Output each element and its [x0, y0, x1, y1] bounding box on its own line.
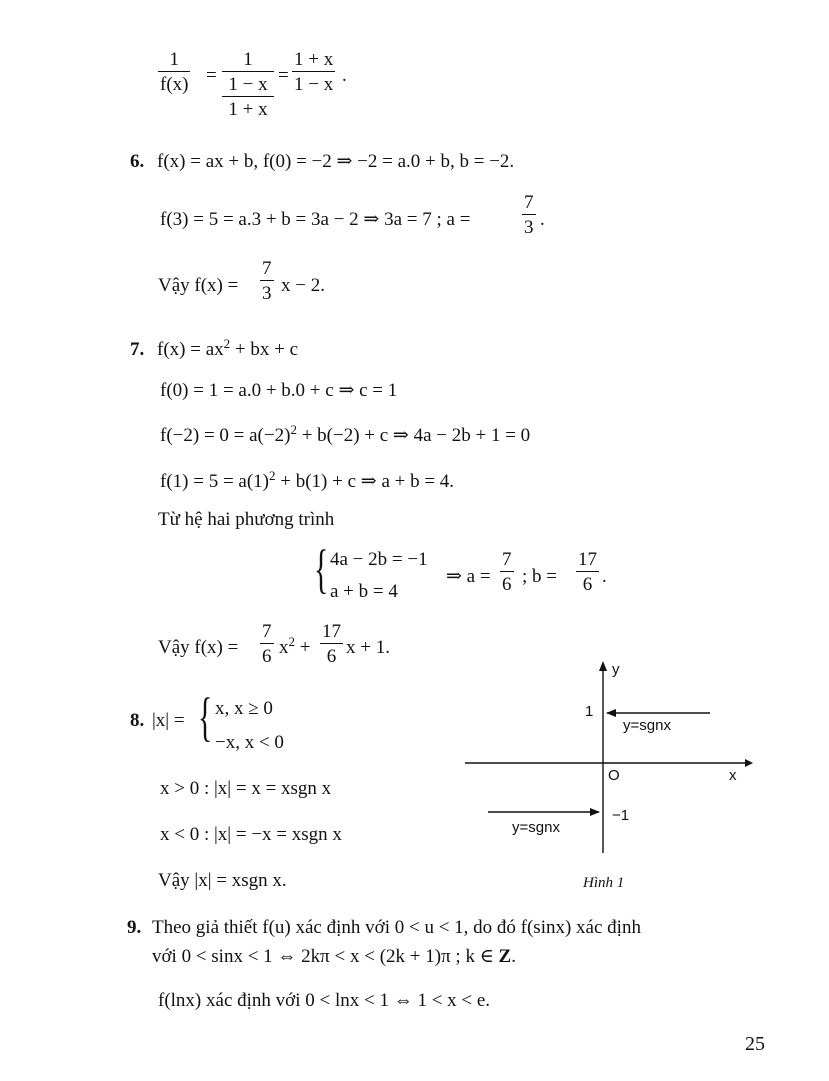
fraction-bar	[320, 643, 343, 644]
system-separator: ; b =	[522, 566, 557, 587]
fraction-bar	[522, 214, 536, 215]
integer-set-symbol: Z	[498, 946, 512, 967]
sgn-label-top: y=sgnx	[623, 717, 671, 734]
fraction-bar	[292, 71, 335, 72]
variable-x: x	[279, 637, 289, 658]
period: .	[511, 946, 516, 967]
ex5-rhs-fraction	[292, 50, 335, 94]
ex5-mid-fraction	[222, 50, 274, 119]
ex7-line-2: f(0) = 1 = a.0 + b.0 + c ⇒ c = 1	[160, 380, 398, 401]
ex6-conclusion-fraction	[260, 259, 274, 303]
ex8-line-positive: x > 0 : |x| = x = xsgn x	[160, 778, 332, 799]
system-equation-1: 4a − 2b = −1	[330, 549, 428, 570]
ex9-line-1: Theo giả thiết f(u) xác định với 0 < u < 1, do đó f(sinx) xác định	[152, 917, 641, 938]
system-implies: ⇒ a =	[446, 566, 491, 587]
ex9-line-3: f(lnx) xác định với 0 < lnx < 1 ⇔ 1 < x < e.	[158, 990, 491, 1011]
exponent: 2	[290, 422, 297, 437]
fraction-numerator: 17	[322, 621, 341, 642]
left-brace: {	[314, 539, 329, 599]
ex6-conclusion-prefix: Vậy f(x) =	[158, 275, 239, 296]
ex6-line-1: f(x) = ax + b, f(0) = −2 ⇒ −2 = a.0 + b, b = −2.	[157, 151, 515, 172]
equals-sign: =	[206, 65, 217, 86]
ex7-line-1-a: f(x) = ax	[157, 339, 224, 360]
left-brace: {	[198, 687, 213, 747]
fraction-denominator: 6	[582, 574, 593, 595]
exponent: 2	[223, 336, 231, 351]
ex6-conclusion-suffix: x − 2.	[281, 275, 325, 296]
tick-label-positive-one: 1	[585, 703, 594, 720]
figure-caption: Hình 1	[583, 875, 625, 891]
fraction-bar	[260, 280, 274, 281]
fraction-bar	[158, 71, 190, 72]
ex7-number: 7.	[130, 339, 145, 360]
abs-case-1: x, x ≥ 0	[215, 698, 273, 719]
period: .	[342, 65, 347, 86]
ex6-number: 6.	[130, 151, 145, 172]
nested-fraction-bar	[222, 96, 274, 97]
sgn-label-bottom: y=sgnx	[512, 819, 560, 836]
ex8-line-negative: x < 0 : |x| = −x = xsgn x	[160, 824, 342, 845]
open-end-arrow-icon	[590, 808, 600, 816]
ex7-conclusion-mid	[279, 634, 311, 658]
sgn-graph	[460, 655, 760, 865]
fraction-bar	[222, 71, 274, 72]
fraction-numerator: 1	[169, 49, 179, 70]
ex9-number: 9.	[127, 917, 142, 938]
b-value-fraction	[576, 550, 599, 594]
ex7-conclusion-fraction-1	[260, 622, 274, 666]
fraction-numerator: 7	[262, 258, 272, 279]
ex7-line-1-b: + bx + c	[230, 339, 299, 360]
ex8-number: 8.	[130, 710, 145, 731]
fraction-numerator: 7	[262, 621, 272, 642]
fraction-denominator: 1 − x	[294, 74, 334, 95]
fraction-denominator: 3	[262, 283, 272, 304]
ex7-line-3-a: f(−2) = 0 = a(−2)	[160, 425, 291, 446]
ex7-line-3-b: + b(−2) + c ⇒ 4a − 2b + 1 = 0	[296, 425, 531, 446]
ex6-a-fraction	[522, 193, 536, 237]
ex7-line-3	[160, 422, 531, 446]
x-axis-arrow-icon	[745, 759, 753, 767]
fraction-bar	[260, 643, 274, 644]
ex7-line-4-b: + b(1) + c ⇒ a + b = 4.	[275, 471, 455, 492]
system-equation-2: a + b = 4	[330, 581, 398, 602]
fraction-denominator: 6	[502, 574, 512, 595]
period: .	[540, 209, 545, 230]
plus-sign: +	[295, 637, 311, 658]
ex7-line-1	[157, 336, 299, 360]
abs-definition-lhs: |x| =	[152, 710, 185, 731]
ex9-line-2	[152, 947, 516, 966]
page-number: 25	[745, 1033, 765, 1055]
ex7-conclusion-prefix: Vậy f(x) =	[158, 637, 239, 658]
nested-fraction-denominator: 1 + x	[228, 99, 268, 120]
ex7-system-intro: Từ hệ hai phương trình	[158, 509, 335, 530]
y-axis-label: y	[612, 661, 620, 678]
ex8-conclusion: Vậy |x| = xsgn x.	[158, 870, 287, 891]
a-value-fraction	[500, 550, 514, 594]
exponent: 2	[288, 634, 295, 649]
fraction-numerator: 7	[502, 549, 512, 570]
tick-label-negative-one: −1	[612, 807, 630, 824]
ex7-line-4-a: f(1) = 5 = a(1)	[160, 471, 269, 492]
ex6-line-2: f(3) = 5 = a.3 + b = 3a − 2 ⇒ 3a = 7 ; a =	[160, 209, 471, 230]
fraction-denominator: 6	[262, 646, 272, 667]
period: .	[602, 566, 607, 587]
fraction-bar	[576, 571, 599, 572]
origin-label: O	[608, 767, 620, 784]
fraction-numerator: 1 + x	[294, 49, 334, 70]
fraction-denominator: 6	[326, 646, 337, 667]
x-axis-label: x	[729, 767, 737, 784]
ex7-conclusion-fraction-2	[320, 622, 343, 666]
y-axis-arrow-icon	[599, 661, 607, 671]
fraction-numerator: 1	[243, 49, 253, 70]
fraction-denominator: f(x)	[160, 74, 189, 95]
nested-fraction-numerator: 1 − x	[228, 74, 268, 95]
exponent: 2	[269, 468, 276, 483]
fraction-numerator: 17	[578, 549, 597, 570]
fraction-denominator: 3	[524, 217, 534, 238]
abs-case-2: −x, x < 0	[215, 732, 284, 753]
ex9-line-2-text: với 0 < sinx < 1 ⇔ 2kπ < x < (2k + 1)π ; k ∈	[152, 946, 499, 967]
equals-sign: =	[278, 65, 289, 86]
fraction-numerator: 7	[524, 192, 534, 213]
open-end-arrow-icon	[606, 709, 616, 717]
fraction-bar	[500, 571, 514, 572]
ex7-line-4	[160, 468, 455, 492]
ex7-conclusion-end: x + 1.	[346, 637, 390, 658]
ex5-lhs-fraction	[158, 50, 190, 94]
